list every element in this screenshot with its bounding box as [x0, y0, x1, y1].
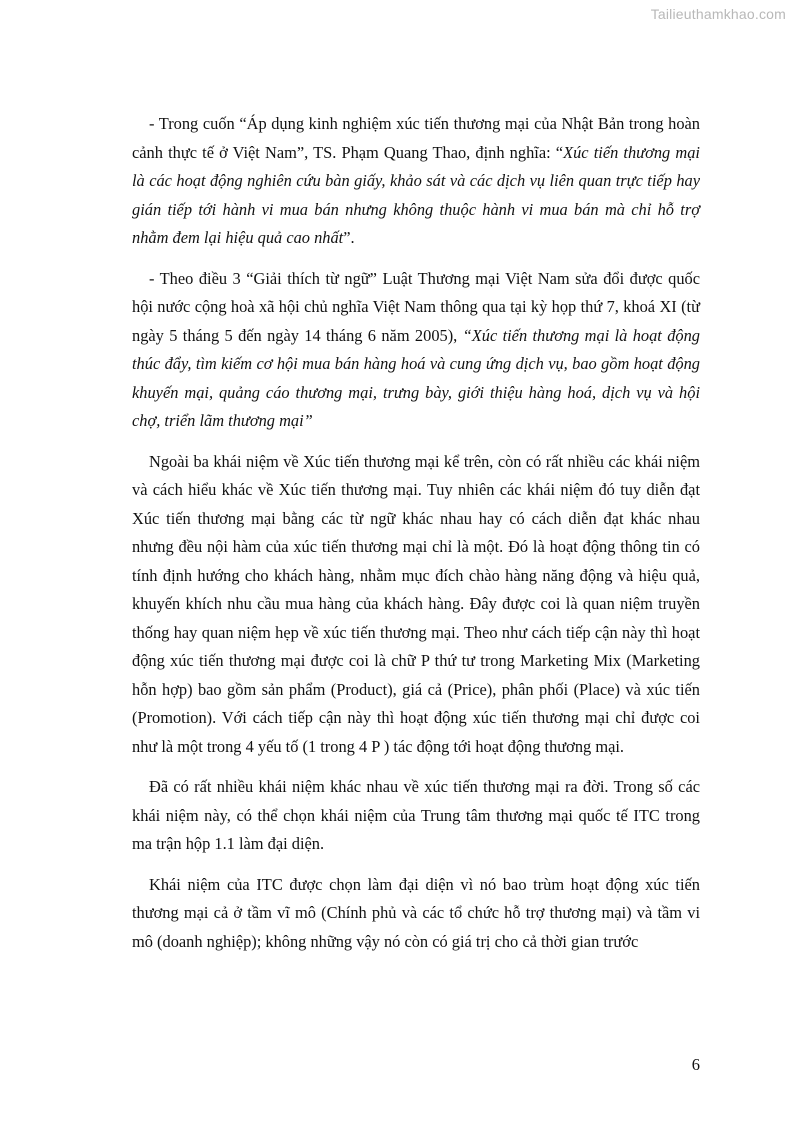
paragraph-text: - Theo điều 3 “Giải thích từ ngữ” Luật Thương mại Việt Nam sửa đổi được quốc hội nước cộng hoà xã hội chủ nghĩa Việt Nam thông qua tại kỳ họp thứ 7, khoá XI (từ ngày 5 tháng 5 đến ngày 14 tháng 6 năm 2005),	[132, 268, 700, 345]
paragraph-definition-commercial-law	[132, 265, 700, 436]
paragraph-itc-reason	[132, 871, 700, 957]
paragraph-quote: “Xúc tiến thương mại là hoạt động thúc đẩy, tìm kiếm cơ hội mua bán hàng hoá và cung ứng dịch vụ, bao gồm hoạt động khuyến mại, quảng cáo thương mại, trưng bày, giới thiệu hàng hoá, dịch vụ và hội chợ, triển lãm thương mại”	[132, 325, 700, 430]
paragraph-text-end: ”.	[343, 228, 355, 247]
paragraph-text: Đã có rất nhiều khái niệm khác nhau về xúc tiến thương mại ra đời. Trong số các khái niệm này, có thể chọn khái niệm của Trung tâm thương mại quốc tế ITC trong ma trận hộp 1.1 làm đại diện.	[132, 777, 700, 853]
paragraph-quote: Xúc tiến thương mại là các hoạt động nghiên cứu bàn giấy, khảo sát và các dịch vụ liên quan trực tiếp hay gián tiếp tới hành vi mua bán nhưng không thuộc hành vi mua bán mà chỉ hỗ trợ nhằm đem lại hiệu quả cao nhất	[132, 142, 700, 247]
paragraph-definition-pham-quang-thao	[132, 110, 700, 253]
paragraph-other-concepts	[132, 448, 700, 762]
paragraph-text: Ngoài ba khái niệm về Xúc tiến thương mại kể trên, còn có rất nhiều các khái niệm và cách hiểu khác về Xúc tiến thương mại. Tuy nhiên các khái niệm đó tuy diễn đạt Xúc tiến thương mại bằng các từ ngữ khác nhau hay có cách diễn đạt khác nhau nhưng đều nội hàm của xúc tiến thương mại chỉ là một. Đó là hoạt động thông tin có tính định hướng cho khách hàng, nhằm mục đích chào hàng năng động và hiệu quả, khuyến khích nhu cầu mua hàng của khách hàng. Đây được coi là quan niệm truyền thống hay quan niệm hẹp về xúc tiến thương mại. Theo như cách tiếp cận này thì hoạt động xúc tiến thương mại được coi là chữ P thứ tư trong Marketing Mix (Marketing hỗn hợp) bao gồm sản phẩm (Product), giá cả (Price), phân phối (Place) và xúc tiến (Promotion). Với cách tiếp cận này thì hoạt động xúc tiến thương mại chỉ được coi như là một trong 4 yếu tố (1 trong 4 P ) tác động tới hoạt động thương mại.	[132, 451, 700, 756]
paragraph-text: Khái niệm của ITC được chọn làm đại diện vì nó bao trùm hoạt động xúc tiến thương mại cả ở tầm vĩ mô (Chính phủ và các tổ chức hỗ trợ thương mại) và tầm vi mô (doanh nghiệp); không những vậy nó còn có giá trị cho cả thời gian trước	[132, 874, 700, 951]
document-body	[132, 110, 700, 968]
watermark: Tailieuthamkhao.com	[650, 6, 786, 22]
page-number: 6	[691, 1055, 700, 1074]
paragraph-text: - Trong cuốn “Áp dụng kinh nghiệm xúc tiến thương mại của Nhật Bản trong hoàn cảnh thực tế ở Việt Nam”, TS. Phạm Quang Thao, định nghĩa: “	[132, 114, 700, 162]
paragraph-itc-intro	[132, 773, 700, 859]
